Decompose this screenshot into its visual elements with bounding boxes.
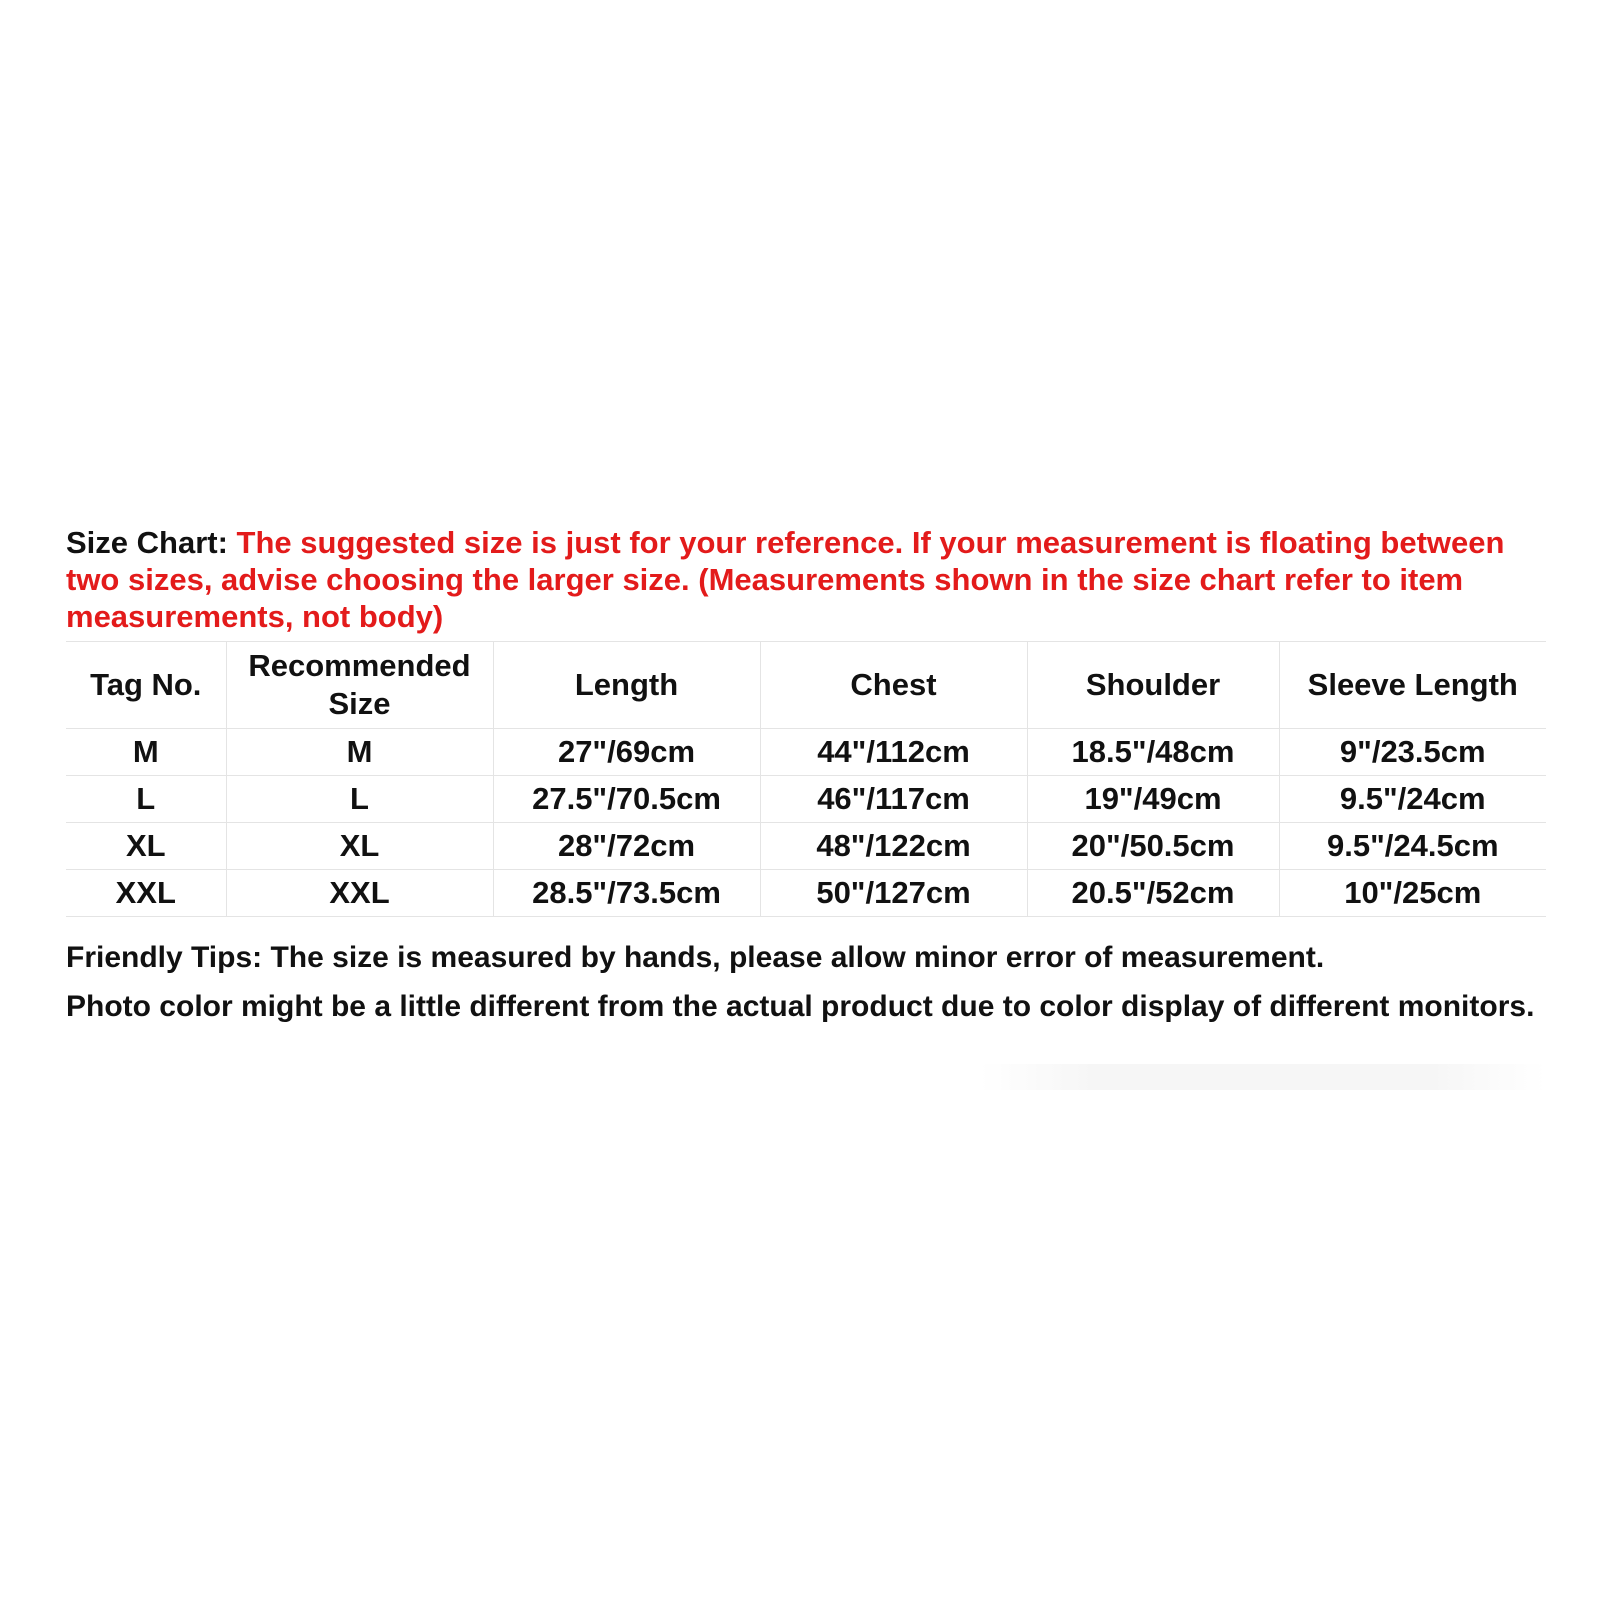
cell-recommended-size: XXL xyxy=(226,870,493,917)
color-disclaimer: Photo color might be a little different from the actual product due to color display of different monitors. xyxy=(66,990,1535,1023)
cell-sleeve-length: 9.5"/24cm xyxy=(1279,776,1546,823)
cell-chest: 44"/112cm xyxy=(760,729,1027,776)
cell-chest: 48"/122cm xyxy=(760,823,1027,870)
table-row xyxy=(66,729,1546,776)
size-chart-note: The suggested size is just for your reference. If your measurement is floating between two sizes, advise choosing the larger size. (Measurements shown in the size chart refer to item measurements, not body) xyxy=(66,525,1505,634)
header-tag-no: Tag No. xyxy=(66,642,226,729)
cell-chest: 46"/117cm xyxy=(760,776,1027,823)
table-header-row xyxy=(66,642,1546,729)
header-shoulder: Shoulder xyxy=(1027,642,1279,729)
cell-recommended-size: M xyxy=(226,729,493,776)
size-chart-label: Size Chart: xyxy=(66,525,228,560)
decorative-fade-bar xyxy=(980,1064,1546,1090)
cell-shoulder: 18.5"/48cm xyxy=(1027,729,1279,776)
cell-recommended-size: L xyxy=(226,776,493,823)
cell-tag-no: XL xyxy=(66,823,226,870)
table-row xyxy=(66,870,1546,917)
cell-sleeve-length: 10"/25cm xyxy=(1279,870,1546,917)
table-row xyxy=(66,776,1546,823)
cell-length: 28.5"/73.5cm xyxy=(493,870,760,917)
cell-shoulder: 20"/50.5cm xyxy=(1027,823,1279,870)
cell-shoulder: 19"/49cm xyxy=(1027,776,1279,823)
header-sleeve-length: Sleeve Length xyxy=(1279,642,1546,729)
header-length: Length xyxy=(493,642,760,729)
cell-sleeve-length: 9"/23.5cm xyxy=(1279,729,1546,776)
friendly-tip: Friendly Tips: The size is measured by hands, please allow minor error of measurement. xyxy=(66,941,1325,974)
header-recommended-size-label: Recommended Size xyxy=(248,648,471,721)
table-row xyxy=(66,823,1546,870)
cell-length: 27"/69cm xyxy=(493,729,760,776)
size-chart-intro xyxy=(66,524,1546,635)
header-recommended-size xyxy=(226,642,493,729)
cell-recommended-size: XL xyxy=(226,823,493,870)
cell-tag-no: M xyxy=(66,729,226,776)
size-chart-section xyxy=(66,524,1546,1025)
header-chest: Chest xyxy=(760,642,1027,729)
cell-tag-no: L xyxy=(66,776,226,823)
cell-sleeve-length: 9.5"/24.5cm xyxy=(1279,823,1546,870)
cell-chest: 50"/127cm xyxy=(760,870,1027,917)
size-table xyxy=(66,641,1546,917)
cell-tag-no: XXL xyxy=(66,870,226,917)
cell-shoulder: 20.5"/52cm xyxy=(1027,870,1279,917)
cell-length: 28"/72cm xyxy=(493,823,760,870)
cell-length: 27.5"/70.5cm xyxy=(493,776,760,823)
